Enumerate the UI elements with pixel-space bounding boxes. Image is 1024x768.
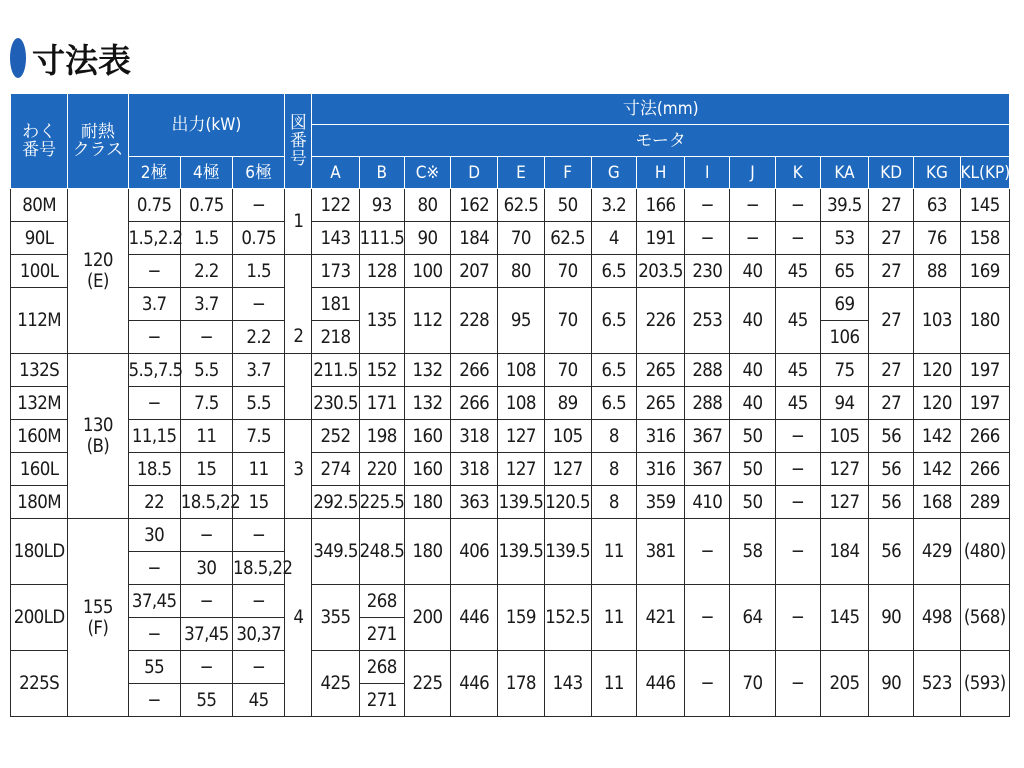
header-col-kl: KL(KP) [960, 157, 1009, 189]
cell-kd: 56 [869, 486, 914, 519]
cell-kg: 168 [914, 486, 960, 519]
cell-kd: 27 [869, 189, 914, 222]
cell-ka: 53 [820, 222, 868, 255]
pole4-cell: 37,45 [180, 618, 232, 651]
cell-i: 410 [685, 486, 730, 519]
cell-g: 8 [591, 486, 636, 519]
header-pole-6: 6極 [233, 157, 285, 189]
header-motor: モータ [312, 125, 1010, 157]
pole6-cell: − [233, 585, 285, 618]
cell-kg: 523 [914, 651, 960, 717]
section-title [10, 36, 131, 80]
pole2-cell: 30 [128, 519, 180, 552]
cell-a: 230.5 [312, 387, 359, 420]
cell-j: 40 [730, 387, 775, 420]
cell-i: 367 [685, 453, 730, 486]
pole6-cell: − [233, 288, 285, 321]
frame-cell: 160L [11, 453, 68, 486]
cell-kl: 158 [960, 222, 1009, 255]
frame-cell: 90L [11, 222, 68, 255]
pole4-cell: 30 [180, 552, 232, 585]
cell-g: 6.5 [591, 255, 636, 288]
table-row [11, 453, 1010, 486]
pole4-cell: 2.2 [180, 255, 232, 288]
cell-h: 421 [636, 585, 684, 651]
cell-e: 108 [498, 387, 544, 420]
cell-kg: 103 [914, 288, 960, 354]
cell-ka: 69 [820, 288, 868, 321]
cell-ka: 94 [820, 387, 868, 420]
pole4-cell: 11 [180, 420, 232, 453]
cell-ka: 106 [820, 321, 868, 354]
cell-h: 265 [636, 354, 684, 387]
pole4-cell: − [180, 519, 232, 552]
cell-f: 50 [544, 189, 591, 222]
table-row [11, 486, 1010, 519]
cell-a: 173 [312, 255, 359, 288]
pole2-cell: − [128, 387, 180, 420]
pole4-cell: − [180, 321, 232, 354]
cell-ka: 105 [820, 420, 868, 453]
cell-ka: 184 [820, 519, 868, 585]
table-row [11, 585, 1010, 618]
cell-a: 425 [312, 651, 359, 717]
cell-g: 6.5 [591, 354, 636, 387]
cell-c: 200 [404, 585, 450, 651]
class-cell-b: 130 (B) [68, 354, 128, 519]
header-col-h: H [636, 157, 684, 189]
cell-h: 316 [636, 420, 684, 453]
figure-cell-3: 3 [285, 420, 312, 519]
cell-c: 160 [404, 453, 450, 486]
cell-b: 198 [359, 420, 404, 453]
figure-cell-4: 4 [285, 519, 312, 717]
cell-f: 70 [544, 288, 591, 354]
frame-cell: 100L [11, 255, 68, 288]
cell-a: 181 [312, 288, 359, 321]
cell-c: 225 [404, 651, 450, 717]
cell-j: 40 [730, 288, 775, 354]
cell-k: − [775, 453, 820, 486]
cell-kg: 76 [914, 222, 960, 255]
cell-f: 105 [544, 420, 591, 453]
pole6-cell: 11 [233, 453, 285, 486]
pole2-cell: 55 [128, 651, 180, 684]
cell-kg: 120 [914, 387, 960, 420]
cell-g: 8 [591, 420, 636, 453]
frame-cell: 160M [11, 420, 68, 453]
cell-ka: 127 [820, 486, 868, 519]
cell-kl: 266 [960, 453, 1009, 486]
cell-kl: 266 [960, 420, 1009, 453]
pole4-cell: 7.5 [180, 387, 232, 420]
header-col-j: J [730, 157, 775, 189]
table-row [11, 420, 1010, 453]
cell-ka: 127 [820, 453, 868, 486]
cell-i: 288 [685, 354, 730, 387]
cell-j: 70 [730, 651, 775, 717]
cell-e: 178 [498, 651, 544, 717]
cell-g: 11 [591, 585, 636, 651]
cell-e: 139.5 [498, 486, 544, 519]
table-row [11, 651, 1010, 684]
header-col-g: G [591, 157, 636, 189]
pole6-cell: 2.2 [233, 321, 285, 354]
cell-b: 135 [359, 288, 404, 354]
cell-kg: 88 [914, 255, 960, 288]
cell-d: 184 [451, 222, 498, 255]
cell-k: − [775, 585, 820, 651]
cell-i: − [685, 222, 730, 255]
cell-kd: 56 [869, 453, 914, 486]
pole2-cell: 5.5,7.5 [128, 354, 180, 387]
cell-d: 446 [451, 651, 498, 717]
cell-h: 381 [636, 519, 684, 585]
cell-kd: 90 [869, 651, 914, 717]
cell-d: 406 [451, 519, 498, 585]
cell-d: 363 [451, 486, 498, 519]
pole6-cell: 5.5 [233, 387, 285, 420]
pole2-cell: 1.5,2.2 [128, 222, 180, 255]
cell-f: 89 [544, 387, 591, 420]
class-cell-e: 120 (E) [68, 189, 128, 354]
cell-d: 162 [451, 189, 498, 222]
pole2-cell: 18.5 [128, 453, 180, 486]
pole4-cell: 5.5 [180, 354, 232, 387]
table-row [11, 387, 1010, 420]
cell-c: 180 [404, 486, 450, 519]
header-dimensions: 寸法(mm) [312, 94, 1010, 125]
pole2-cell: 3.7 [128, 288, 180, 321]
cell-e: 70 [498, 222, 544, 255]
cell-kd: 27 [869, 288, 914, 354]
header-col-ka: KA [820, 157, 868, 189]
cell-h: 359 [636, 486, 684, 519]
cell-b: 111.5 [359, 222, 404, 255]
page-title: 寸法表 [32, 40, 131, 80]
pole4-cell: 1.5 [180, 222, 232, 255]
cell-i: 288 [685, 387, 730, 420]
header-pole-4: 4極 [180, 157, 232, 189]
frame-cell: 132S [11, 354, 68, 387]
header-col-a: A [312, 157, 359, 189]
cell-ka: 65 [820, 255, 868, 288]
frame-cell: 200LD [11, 585, 68, 651]
table-row [11, 255, 1010, 288]
cell-kd: 27 [869, 222, 914, 255]
cell-e: 62.5 [498, 189, 544, 222]
cell-c: 80 [404, 189, 450, 222]
pole6-cell: 18.5,22 [233, 552, 285, 585]
cell-f: 70 [544, 354, 591, 387]
cell-kg: 63 [914, 189, 960, 222]
pole2-cell: − [128, 255, 180, 288]
cell-b: 248.5 [359, 519, 404, 585]
cell-h: 316 [636, 453, 684, 486]
cell-d: 318 [451, 453, 498, 486]
cell-e: 139.5 [498, 519, 544, 585]
figure-cell-blank [285, 354, 312, 420]
cell-j: 50 [730, 453, 775, 486]
class-cell-f: 155 (F) [68, 519, 128, 717]
cell-b: 268 [359, 585, 404, 618]
cell-h: 191 [636, 222, 684, 255]
cell-ka: 145 [820, 585, 868, 651]
cell-ka: 205 [820, 651, 868, 717]
cell-j: 64 [730, 585, 775, 651]
pole4-cell: 18.5,22 [180, 486, 232, 519]
table-row [11, 189, 1010, 222]
header-col-kd: KD [869, 157, 914, 189]
cell-a: 292.5 [312, 486, 359, 519]
cell-i: − [685, 585, 730, 651]
cell-c: 132 [404, 387, 450, 420]
header-col-f: F [544, 157, 591, 189]
cell-b: 271 [359, 618, 404, 651]
cell-kl: (593) [960, 651, 1009, 717]
cell-d: 266 [451, 354, 498, 387]
pole4-cell: − [180, 651, 232, 684]
cell-kd: 56 [869, 420, 914, 453]
cell-g: 6.5 [591, 387, 636, 420]
cell-b: 93 [359, 189, 404, 222]
pole6-cell: 1.5 [233, 255, 285, 288]
table-row [11, 519, 1010, 552]
cell-j: 58 [730, 519, 775, 585]
pole6-cell: − [233, 519, 285, 552]
cell-kd: 27 [869, 354, 914, 387]
cell-b: 128 [359, 255, 404, 288]
cell-kg: 498 [914, 585, 960, 651]
pole6-cell: 30,37 [233, 618, 285, 651]
cell-kl: 197 [960, 354, 1009, 387]
cell-kg: 142 [914, 420, 960, 453]
cell-c: 100 [404, 255, 450, 288]
cell-kl: 197 [960, 387, 1009, 420]
header-class: 耐熱 クラス [68, 94, 128, 189]
cell-kl: 169 [960, 255, 1009, 288]
cell-e: 127 [498, 453, 544, 486]
table-row [11, 354, 1010, 387]
cell-a: 355 [312, 585, 359, 651]
cell-h: 203.5 [636, 255, 684, 288]
pole2-cell: − [128, 684, 180, 717]
cell-e: 95 [498, 288, 544, 354]
pole2-cell: 22 [128, 486, 180, 519]
cell-a: 349.5 [312, 519, 359, 585]
cell-a: 218 [312, 321, 359, 354]
pole6-cell: 0.75 [233, 222, 285, 255]
pole2-cell: 11,15 [128, 420, 180, 453]
cell-k: − [775, 519, 820, 585]
header-col-k: K [775, 157, 820, 189]
cell-kg: 120 [914, 354, 960, 387]
figure-cell-2: 2 [285, 255, 312, 354]
cell-k: − [775, 420, 820, 453]
cell-d: 318 [451, 420, 498, 453]
cell-i: 253 [685, 288, 730, 354]
frame-cell: 180M [11, 486, 68, 519]
cell-c: 180 [404, 519, 450, 585]
cell-h: 166 [636, 189, 684, 222]
cell-e: 127 [498, 420, 544, 453]
header-col-d: D [451, 157, 498, 189]
cell-ka: 39.5 [820, 189, 868, 222]
header-col-c: C※ [404, 157, 450, 189]
pole4-cell: 3.7 [180, 288, 232, 321]
cell-f: 139.5 [544, 519, 591, 585]
cell-j: 40 [730, 255, 775, 288]
cell-kl: 180 [960, 288, 1009, 354]
pole6-cell: 15 [233, 486, 285, 519]
cell-kg: 429 [914, 519, 960, 585]
cell-f: 127 [544, 453, 591, 486]
pole4-cell: 15 [180, 453, 232, 486]
cell-g: 4 [591, 222, 636, 255]
cell-d: 446 [451, 585, 498, 651]
cell-kg: 142 [914, 453, 960, 486]
pole6-cell: − [233, 189, 285, 222]
dimension-table [10, 93, 1010, 717]
title-bullet-icon [10, 38, 26, 78]
cell-k: − [775, 486, 820, 519]
cell-f: 143 [544, 651, 591, 717]
cell-b: 268 [359, 651, 404, 684]
header-col-kg: KG [914, 157, 960, 189]
cell-i: − [685, 651, 730, 717]
cell-kd: 90 [869, 585, 914, 651]
cell-b: 171 [359, 387, 404, 420]
cell-i: − [685, 189, 730, 222]
cell-kl: (480) [960, 519, 1009, 585]
cell-c: 160 [404, 420, 450, 453]
header-output: 出力(kW) [128, 94, 285, 157]
header-figure: 図 番 号 [285, 94, 312, 189]
cell-h: 226 [636, 288, 684, 354]
cell-k: 45 [775, 387, 820, 420]
table-row [11, 222, 1010, 255]
pole2-cell: 37,45 [128, 585, 180, 618]
cell-j: − [730, 189, 775, 222]
cell-k: 45 [775, 354, 820, 387]
cell-k: − [775, 222, 820, 255]
cell-a: 252 [312, 420, 359, 453]
frame-cell: 180LD [11, 519, 68, 585]
cell-kl: 289 [960, 486, 1009, 519]
table-row [11, 288, 1010, 321]
cell-b: 271 [359, 684, 404, 717]
cell-j: − [730, 222, 775, 255]
cell-k: 45 [775, 255, 820, 288]
cell-g: 11 [591, 651, 636, 717]
frame-cell: 132M [11, 387, 68, 420]
cell-g: 8 [591, 453, 636, 486]
cell-f: 120.5 [544, 486, 591, 519]
cell-j: 50 [730, 486, 775, 519]
cell-g: 3.2 [591, 189, 636, 222]
cell-h: 265 [636, 387, 684, 420]
header-col-e: E [498, 157, 544, 189]
cell-d: 207 [451, 255, 498, 288]
pole2-cell: − [128, 618, 180, 651]
cell-kl: 145 [960, 189, 1009, 222]
cell-a: 143 [312, 222, 359, 255]
header-col-i: I [685, 157, 730, 189]
cell-e: 159 [498, 585, 544, 651]
cell-i: − [685, 519, 730, 585]
cell-g: 11 [591, 519, 636, 585]
cell-a: 274 [312, 453, 359, 486]
cell-b: 225.5 [359, 486, 404, 519]
cell-f: 70 [544, 255, 591, 288]
pole6-cell: 3.7 [233, 354, 285, 387]
cell-k: − [775, 189, 820, 222]
cell-k: − [775, 651, 820, 717]
cell-h: 446 [636, 651, 684, 717]
cell-d: 228 [451, 288, 498, 354]
pole6-cell: 45 [233, 684, 285, 717]
cell-e: 108 [498, 354, 544, 387]
cell-b: 152 [359, 354, 404, 387]
cell-i: 230 [685, 255, 730, 288]
cell-e: 80 [498, 255, 544, 288]
frame-cell: 112M [11, 288, 68, 354]
cell-c: 112 [404, 288, 450, 354]
cell-a: 211.5 [312, 354, 359, 387]
frame-cell: 225S [11, 651, 68, 717]
figure-cell-1: 1 [285, 189, 312, 255]
cell-b: 220 [359, 453, 404, 486]
cell-g: 6.5 [591, 288, 636, 354]
cell-f: 62.5 [544, 222, 591, 255]
cell-kd: 27 [869, 387, 914, 420]
header-pole-2: 2極 [128, 157, 180, 189]
cell-kl: (568) [960, 585, 1009, 651]
header-col-b: B [359, 157, 404, 189]
pole4-cell: − [180, 585, 232, 618]
cell-i: 367 [685, 420, 730, 453]
cell-kd: 27 [869, 255, 914, 288]
cell-j: 50 [730, 420, 775, 453]
cell-c: 90 [404, 222, 450, 255]
pole2-cell: − [128, 552, 180, 585]
header-frame: わく 番号 [11, 94, 68, 189]
cell-f: 152.5 [544, 585, 591, 651]
cell-kd: 56 [869, 519, 914, 585]
cell-j: 40 [730, 354, 775, 387]
cell-a: 122 [312, 189, 359, 222]
frame-cell: 80M [11, 189, 68, 222]
pole6-cell: 7.5 [233, 420, 285, 453]
pole6-cell: − [233, 651, 285, 684]
cell-k: 45 [775, 288, 820, 354]
pole2-cell: 0.75 [128, 189, 180, 222]
cell-d: 266 [451, 387, 498, 420]
cell-ka: 75 [820, 354, 868, 387]
pole4-cell: 0.75 [180, 189, 232, 222]
cell-c: 132 [404, 354, 450, 387]
pole2-cell: − [128, 321, 180, 354]
pole4-cell: 55 [180, 684, 232, 717]
